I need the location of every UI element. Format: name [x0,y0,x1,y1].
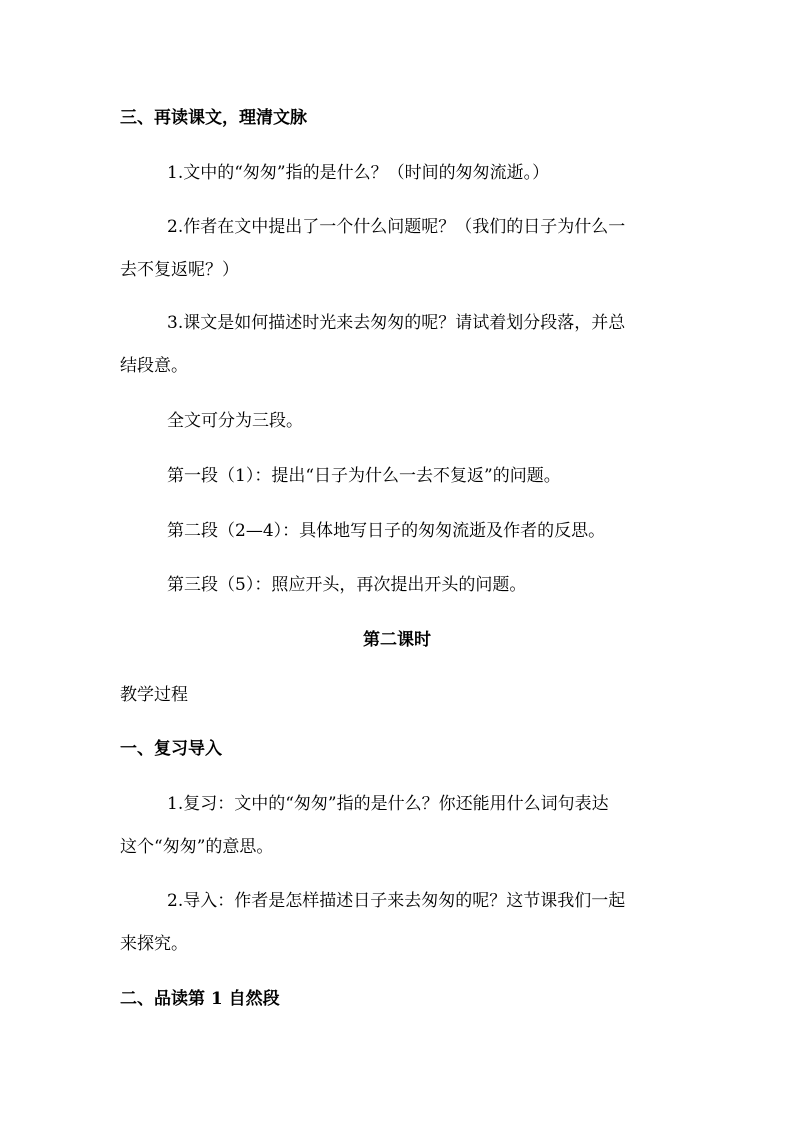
paragraph-part-2: 第二段（2—4）：具体地写日子的匆匆流逝及作者的反思。 [167,521,606,541]
lesson-2-title: 第二课时 [363,630,431,650]
question-3-line-2: 结段意。 [120,356,188,376]
intro-line-2: 来探究。 [120,934,188,954]
summary-text: 全文可分为三段。 [167,411,303,431]
read-paragraph-heading: 二、品读第 1 自然段 [120,989,280,1009]
review-line-2: 这个“匆匆”的意思。 [120,837,274,857]
review-line-1: 1.复习：文中的“匆匆”指的是什么？你还能用什么词句表达 [167,794,609,814]
question-1: 1.文中的“匆匆”指的是什么？（时间的匆匆流逝。） [167,163,550,183]
review-heading: 一、复习导入 [120,739,222,759]
intro-line-1: 2.导入：作者是怎样描述日子来去匆匆的呢？这节课我们一起 [167,891,626,911]
question-2-line-2: 去不复返呢？） [120,260,239,280]
paragraph-part-1: 第一段（1）：提出“日子为什么一去不复返”的问题。 [167,466,561,486]
question-3-line-1: 3.课文是如何描述时光来去匆匆的呢？请试着划分段落，并总 [167,313,626,333]
teaching-process-label: 教学过程 [120,685,188,705]
question-2-line-1: 2.作者在文中提出了一个什么问题呢？（我们的日子为什么一 [167,217,626,237]
paragraph-part-3: 第三段（5）：照应开头，再次提出开头的问题。 [167,575,527,595]
section-heading-reread: 三、再读课文，理清文脉 [120,108,307,128]
